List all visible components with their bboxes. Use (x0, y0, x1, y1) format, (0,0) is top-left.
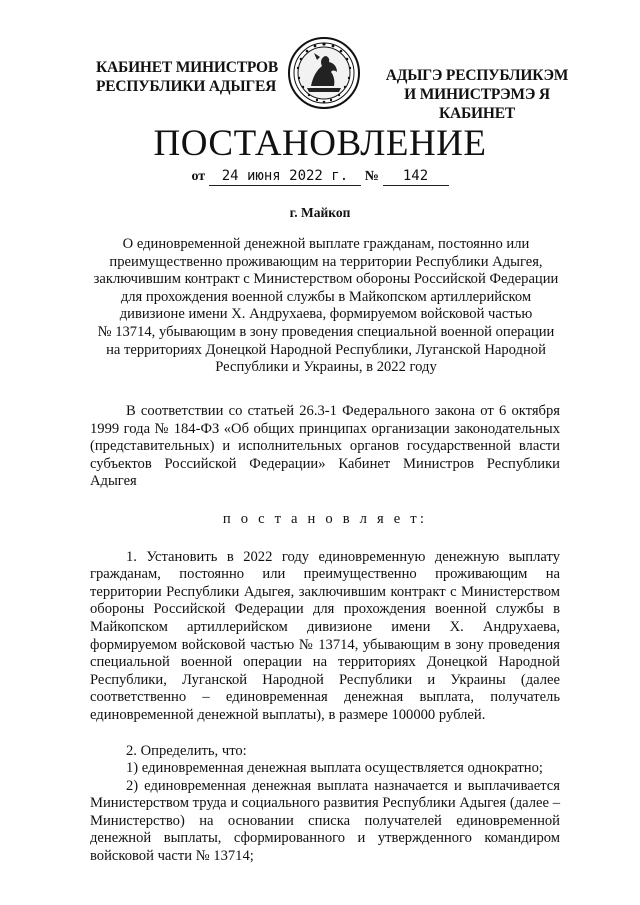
document-title: ПОСТАНОВЛЕНИЕ (153, 123, 487, 164)
preamble-paragraph: В соответствии со статьей 26.3-1 Федерального закона от 6 октября 1999 года № 184-ФЗ «Об общих принципах организации законодательных (представительных) и исполнительных органов государственной власти субъектов Российской Федерации» Кабинет Министров Республики Адыгея (90, 403, 560, 490)
item-1-paragraph: 1. Установить в 2022 году единовременную денежную выплату гражданам, постоянно или преимущественно проживающим на территории Республики Адыгея, заключившим контракт с Министерством обороны Российской Федерации для прохождения военной службы в Майкопском артиллерийском дивизионе имени Х. Андрухаева, формируемом войсковой частью № 13714, убывающим в зону проведения специальной военной операции на территориях Донецкой Народной Республики, Луганской Народной Республики и Украины (далее соответственно – единовременная денежная выплата, получатель единовременной денежной выплаты), в размере 100000 рублей. (90, 548, 560, 723)
date-number-line (0, 168, 640, 186)
subject-line: № 13714, убывающим в зону проведения специальной военной операции (97, 323, 555, 340)
header-left-line2: РЕСПУБЛИКИ АДЫГЕЯ (96, 78, 277, 95)
subject-line: для прохождения военной службы в Майкопском артиллерийском (120, 288, 532, 305)
document-subject (90, 236, 562, 377)
number-label: № (364, 169, 379, 184)
document-number: 142 (383, 168, 449, 186)
header-right-line2: И МИНИСТРЭМЭ Я КАБИНЕТ (404, 86, 550, 122)
header-left-line1: КАБИНЕТ МИНИСТРОВ (96, 59, 279, 76)
coat-of-arms-emblem (287, 36, 361, 110)
subject-line: на территориях Донецкой Народной Республики, Луганской Народной (106, 341, 546, 358)
item-2-1-paragraph: 1) единовременная денежная выплата осуществляется однократно; (126, 760, 543, 777)
header-right-block (372, 66, 582, 123)
subject-line: заключившим контракт с Министерством обороны Российской Федерации (93, 271, 559, 288)
resolves-heading: п о с т а н о в л я е т: (222, 510, 428, 527)
subject-line: О единовременной денежной выплате гражданам, постоянно или (122, 236, 530, 252)
city-line: г. Майкоп (289, 205, 351, 220)
header-left-block (96, 58, 286, 96)
document-date: 24 июня 2022 г. (209, 168, 361, 186)
item-2-paragraph: 2. Определить, что: (126, 742, 247, 759)
header-right-line1: АДЫГЭ РЕСПУБЛИКЭМ (385, 67, 569, 84)
subject-line: дивизионе имени Х. Андрухаева, формируемом войсковой частью (119, 306, 533, 323)
date-from-label: от (191, 169, 206, 184)
document-body (90, 403, 560, 866)
item-2-2-paragraph: 2) единовременная денежная выплата назначается и выплачивается Министерством труда и социального развития Республики Адыгея (далее – Министерство) на основании списка получателей единовременной денежной выплаты, сформированного и утвержденного командиром войсковой части № 13714; (90, 777, 560, 865)
subject-line: Республики и Украины, в 2022 году (215, 359, 437, 376)
subject-line: преимущественно проживающим на территории Республики Адыгея, (109, 253, 543, 270)
